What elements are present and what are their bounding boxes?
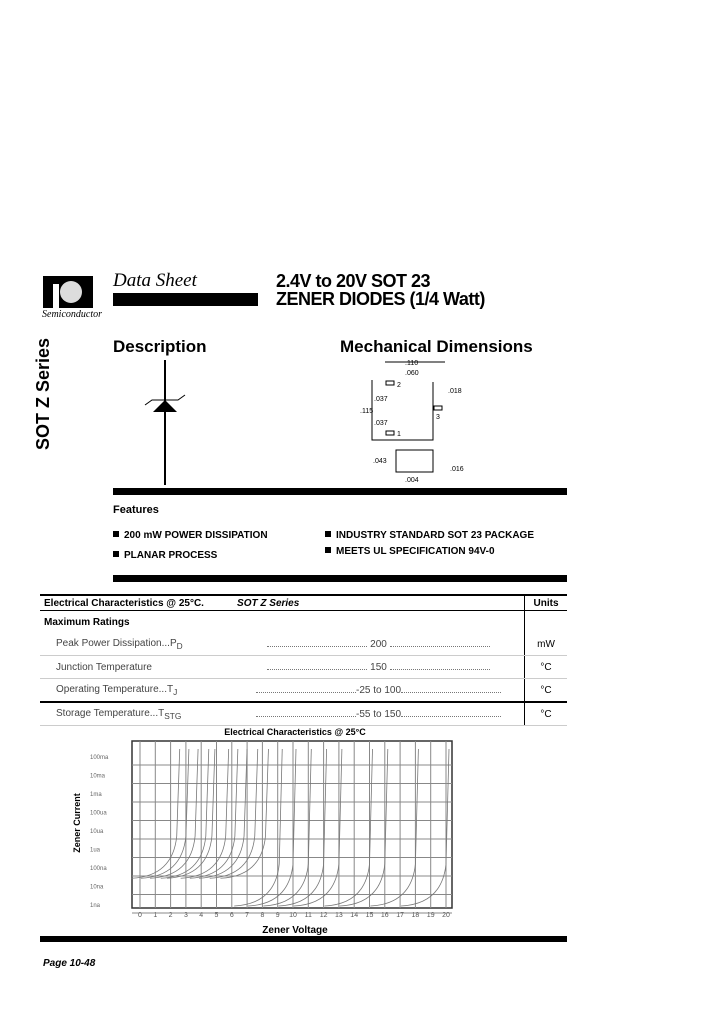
zener-curve [401,749,449,906]
svg-text:1: 1 [397,431,401,438]
zener-curve [279,749,327,906]
chart-title: Electrical Characteristics @ 25°C [224,727,366,737]
svg-text:.110: .110 [405,360,419,367]
table-series: SOT Z Series [233,595,524,611]
zener-diode-symbol [140,360,200,490]
features-heading: Features [113,504,159,516]
x-tick-label: 19 [426,912,435,919]
x-tick-label: 2 [168,912,173,919]
x-tick-label: 3 [183,912,188,919]
zener-curve [167,749,215,878]
divider [113,488,567,495]
zener-curve [340,749,388,906]
y-tick-label: 10ua [90,829,104,835]
svg-text:.016: .016 [450,466,464,473]
header-bar [113,293,258,306]
logo-subtitle: Semiconductor [42,309,102,320]
x-tick-label: 18 [411,912,420,919]
zener-curve [263,749,311,906]
x-tick-label: 8 [260,912,265,919]
x-tick-label: 9 [275,912,280,919]
zener-curve [294,749,342,906]
page-number: Page 10-48 [43,958,96,969]
divider [40,936,567,942]
x-tick-label: 11 [304,912,312,919]
table-row: Storage $Temperature...T_{STG}$ -55 to 150 °C [40,702,567,726]
plot-area [132,741,452,908]
y-tick-label: 1ma [90,792,102,798]
description-heading: Description [113,337,207,356]
y-tick-label: 10na [90,884,104,891]
mechanical-dimensions-drawing [360,350,480,490]
x-tick-label: 17 [396,912,404,919]
y-axis-label: Zener Current [72,793,82,853]
table-row: Peak Power $Dissipation...P_D$ 200 mW [40,633,567,656]
series-label: SOT Z Series [33,337,53,450]
svg-text:.037: .037 [374,420,388,427]
x-tick-label: 20 [442,912,450,919]
svg-text:.037: .037 [374,396,388,403]
x-tick-label: 14 [350,912,359,919]
zener-curve [325,749,373,906]
svg-text:.004: .004 [405,477,419,484]
x-tick-label: 7 [245,912,250,919]
zener-curve [234,749,282,906]
svg-text:3: 3 [436,414,440,421]
zener-curve [150,749,198,878]
y-tick-label: 100ua [90,810,107,817]
svg-text:.060: .060 [405,370,419,377]
x-tick-label: 12 [319,912,328,919]
x-tick-label: 15 [365,912,374,919]
y-tick-label: 1ua [90,847,101,854]
table-header: Electrical Characteristics @ 25°C. [40,595,233,611]
zener-curve [370,749,418,906]
units-header: Units [525,595,568,611]
feature-item: PLANAR PROCESS [113,550,217,562]
x-tick-label: 4 [199,912,204,919]
y-tick-label: 10ma [90,773,106,780]
x-tick-label: 16 [380,912,389,919]
svg-text:.018: .018 [448,388,462,395]
svg-text:.043: .043 [373,458,387,465]
mechanical-heading: Mechanical Dimensions [340,337,533,356]
x-tick-label: 5 [214,912,219,919]
x-tick-label: 6 [229,912,234,919]
zener-curve [141,749,189,878]
y-tick-label: 100na [90,866,107,872]
section-heading: Maximum Ratings [44,616,130,628]
svg-text:2: 2 [397,382,401,389]
ratings-table [40,594,567,726]
feature-item: MEETS UL SPECIFICATION 94V-0 [325,546,495,558]
feature-item: INDUSTRY STANDARD SOT 23 PACKAGE [325,530,534,542]
divider [113,575,567,582]
x-tick-label: 1 [153,912,158,919]
x-tick-label: 13 [335,912,343,919]
x-axis-label: Zener Voltage [262,925,328,935]
doc-type: Data Sheet [113,270,197,291]
feature-item: 200 mW POWER DISSIPATION [113,530,268,542]
y-tick-label: 100ma [90,755,109,761]
y-tick-label: 1na [90,903,101,909]
fci-logo [43,276,93,308]
x-tick-label: 0 [138,912,142,919]
table-row: Operating $Temperature...T_J$ -25 to 100 °C [40,679,567,703]
table-row: Junction Temperature 150 °C [40,656,567,679]
svg-text:.115: .115 [360,408,374,415]
x-tick-label: 10 [289,912,297,919]
zener-characteristics-chart [60,723,480,935]
page-title: 2.4V to 20V SOT 23 ZENER DIODES (1/4 Watt) [276,271,485,309]
